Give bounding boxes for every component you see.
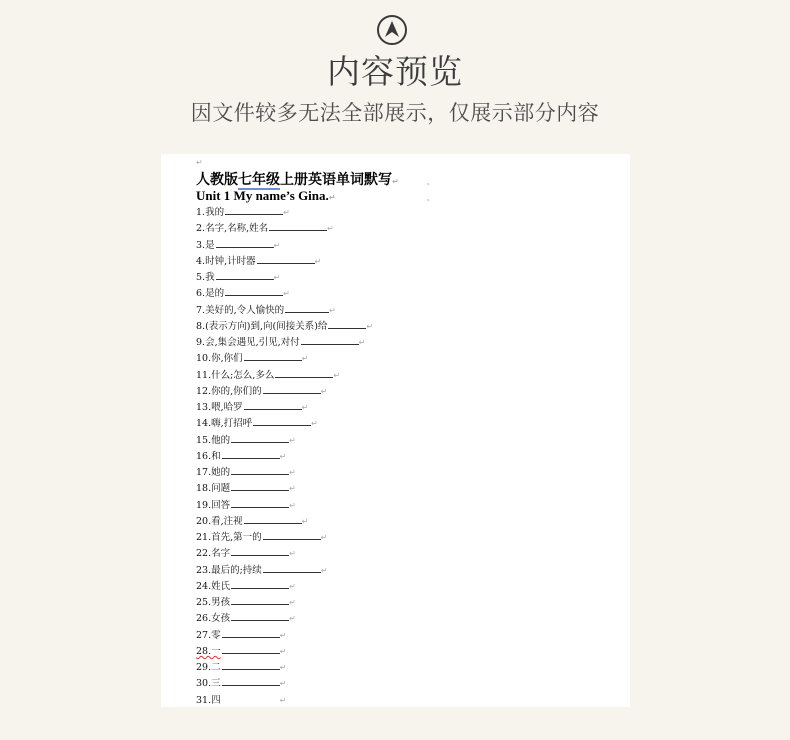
corner-mark-icon: ⸗ [427,196,430,204]
list-item: 18.问题 ↵ [196,483,296,495]
list-item: 6.是的 ↵ [196,288,290,300]
document-heading: 人教版七年级上册英语单词默写↵ [196,172,399,188]
list-item: 21.首先,第一的 ↵ [196,532,328,543]
list-item: 4.时钟,计时器 ↵ [196,255,322,267]
list-item: 28.一 ↵ [196,645,287,657]
list-item: 30.三 ↵ [196,678,287,690]
list-item: 13.喂,哈罗 ↵ [196,402,309,413]
unit-title: Unit 1 My name’s Gina.↵ [196,188,336,203]
list-item: 26.女孩 ↵ [196,613,296,625]
list-item: 19.回答 ↵ [196,499,296,511]
list-item: 15.他的 ↵ [196,434,296,446]
heading-underlined-text: 七年级 [238,172,280,188]
list-item: 17.她的 ↵ [196,467,296,478]
page-title: 内容预览 [327,52,463,91]
list-item: 20.看,注视 ↵ [196,515,309,527]
list-item: 2.名字,名称,姓名 ↵ [196,223,334,235]
paragraph-mark-icon: ↵ [196,158,203,167]
list-item: 16.和 ↵ [196,450,287,462]
list-item: 31.四 ↵ [196,694,287,706]
list-item: 3.是 ↵ [196,239,281,251]
list-item: 9.会,集会遇见,引见,对付 ↵ [196,337,366,348]
logo-icon [377,15,407,45]
list-item: 12.你的,你们的 ↵ [196,385,328,397]
list-item: 23.最后的;持续 ↵ [196,564,328,576]
list-item: 10.你,你们 ↵ [196,353,309,365]
list-item: 25.男孩 ↵ [196,597,296,608]
list-item: 7.美好的,令人愉快的 ↵ [196,304,336,316]
list-item: 29.二 ↵ [196,662,287,673]
list-item: 11.什么;怎么,多么 ↵ [196,369,341,381]
list-item: 1.我的 ↵ [196,207,290,218]
page-subtitle: 因文件较多无法全部展示，仅展示部分内容 [190,101,600,125]
list-item: 27.零 ↵ [196,629,287,641]
list-item: 22.名字 ↵ [196,548,296,560]
document-preview [161,154,630,707]
list-item: 24.姓氏 ↵ [196,580,296,592]
word-list [196,205,373,707]
list-item: 8.(表示方向)到,向(间接关系)给 ↵ [196,320,374,332]
list-item: 14.嗨,打招呼 ↵ [196,418,318,430]
corner-mark-icon: ⸗ [427,180,430,188]
list-item: 5.我 ↵ [196,272,281,283]
